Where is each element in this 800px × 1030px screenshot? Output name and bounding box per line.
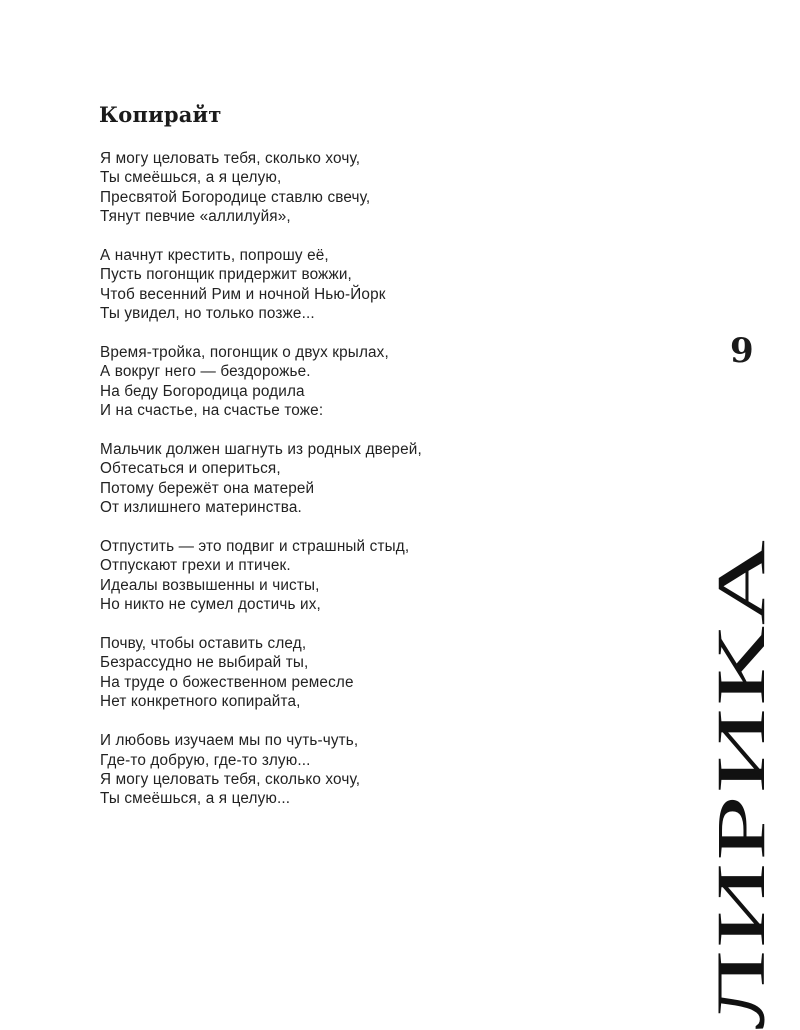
poem-line: А начнут крестить, попрошу её, (100, 247, 329, 265)
stanza (100, 537, 640, 615)
poem-line: Обтесаться и опериться, (100, 460, 281, 478)
stanza (100, 634, 640, 712)
poem-line: Нет конкретного копирайта, (100, 693, 301, 711)
stanza (100, 343, 640, 421)
poem-line: Мальчик должен шагнуть из родных дверей, (100, 441, 422, 459)
poem-line: Пресвятой Богородице ставлю свечу, (100, 188, 371, 206)
poem-line: Но никто не сумел достичь их, (100, 596, 321, 614)
section-title-vertical (702, 537, 800, 1030)
poem-line: Ты смеёшься, а я целую, (100, 169, 282, 187)
poem-line: Я могу целовать тебя, сколько хочу, (100, 770, 361, 788)
poem-line: На труде о божественном ремесле (100, 673, 354, 691)
poem-line: Я могу целовать тебя, сколько хочу, (100, 150, 361, 167)
poem-line: Тянут певчие «аллилуйя», (100, 208, 291, 226)
poem-line: И любовь изучаем мы по чуть-чуть, (100, 732, 359, 750)
poem-line: Отпустить — это подвиг и страшный стыд, (100, 538, 410, 556)
poem-line: Безрассудно не выбирай ты, (100, 654, 309, 672)
poem-line: А вокруг него — бездорожье. (100, 363, 311, 381)
poem-line: Чтоб весенний Рим и ночной Нью-Йорк (100, 285, 386, 303)
stanza (100, 731, 640, 809)
page-number: 9 (730, 331, 754, 371)
stanza (100, 149, 640, 227)
poem-line: И на счастье, на счастье тоже: (100, 402, 324, 420)
stanza (100, 246, 640, 324)
poem-line: Время-тройка, погонщик о двух крылах, (100, 344, 389, 362)
poem-line: Идеалы возвышенны и чисты, (100, 576, 320, 594)
poem-line: Почву, чтобы оставить след, (100, 635, 307, 653)
poem-line: Ты смеёшься, а я целую... (100, 790, 291, 808)
stanza (100, 440, 640, 518)
poem-title: Копирайт (99, 102, 222, 127)
poem-line: Потому бережёт она матерей (100, 479, 315, 497)
poem-body (100, 149, 640, 809)
poem-line: Отпускают грехи и птичек. (100, 557, 291, 575)
poem-line: Где-то добрую, где-то злую... (100, 751, 311, 769)
poem-line: Ты увидел, но только позже... (100, 305, 315, 323)
poem-line: Пусть погонщик придержит вожжи, (100, 266, 352, 284)
poem-line: От излишнего материнства. (100, 499, 302, 517)
poem-line: На беду Богородица родила (100, 382, 305, 400)
section-title-text: ЛИРИКА (702, 537, 779, 1030)
